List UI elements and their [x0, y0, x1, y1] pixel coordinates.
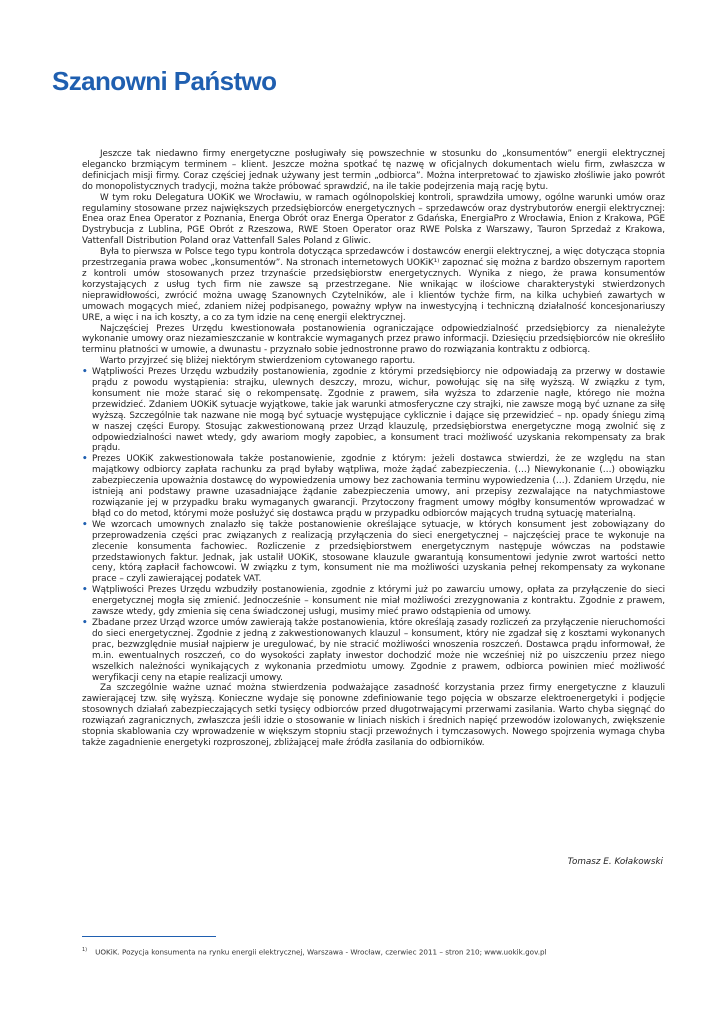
list-item [82, 520, 665, 585]
bullet-icon: • [82, 617, 88, 628]
closing-paragraph: Za szczególnie ważne uznać można stwierdzenia podważające zasadność korzystania przez firmy energetyczne z klauzuli zawierającej tzw. siłę wyższą. Konieczne wydaje się ponowne zdefiniowanie tego pojęcia w obszarze elektroenergetyki i podjęcie stosownych działań zabezpieczających setki tysięcy odbiorców przed długotrwającymi przerwami zasilania. Warto chyba sięgnąć do rozwiązań zagranicznych, zwłaszcza jeśli idzie o stosowanie w liniach niskich i średnich napięć przewodów izolowanych, zwiększenie stopnia skablowania czy wprowadzenie w większym stopniu stacji przewoźnych i tymczasowych. Nowego spojrzenia wymaga chyba także zagadnienie energetyki rozproszonej, zbliżającej małe źródła zasilania do odbiorników. [82, 683, 665, 748]
list-item [82, 618, 665, 683]
list-item-text: Wątpliwości Prezes Urzędu wzbudziły postanowienia, zgodnie z którymi przedsiębiorcy nie odpowiadają za przerwy w dostawie prądu z powodu wystąpienia: strajku, ulewnych deszczy, mrozu, wichur, powołując się na siłę wyższą. W związku z tym, konsument nie może starać się o rekompensatę. Zgodnie z prawem, siła wyższa to zdarzenie nagłe, którego nie można przewidzieć. Zdaniem UOKiK sytuacje wyjątkowe, takie jak warunki atmosferyczne czy strajki, nie zawsze mogą być uznane za siłę wyższą. Szczególnie tak nazwane nie mogą być sytuacje występujące cyklicznie i dające się przewidzieć – np. opady śniegu zimą w naszej części Europy. Stosując zakwestionowaną przez Urząd klauzulę, przedsiębiorstwa energetyczne mogą zwolnić się z odpowiedzialności nawet wtedy, gdy awariom mogły zapobiec, a konsument traci możliwość uzyskania rekompensaty za brak prądu. [92, 367, 665, 454]
findings-list [82, 367, 665, 683]
list-item [82, 585, 665, 618]
list-item [82, 367, 665, 454]
paragraph: Była to pierwsza w Polsce tego typu kontrola dotycząca sprzedawców i dostawców energii elektrycznej, a więc dotycząca stopnia przestrzegania prawa wobec „konsumentów”. Na stronach internetowych UOKiK¹⁾ zapoznać się można z bardzo obszernym raportem z kontroli umów stosowanych przez trzynaście przedsiębiorstw energetycznych. Wynika z niego, że prawa konsumentów korzystających z usług tych firm nie zawsze są przestrzegane. Nie wnikając w ilościowe charakterystyki stwierdzonych nieprawidłowości, zwrócić można uwagę Szanownych Czytelników, ale i klientów tychże firm, na kilka uchybień zawartych w umowach mogących mieć, zdaniem niżej podpisanego, poważny wpływ na inwestycyjną i techniczną działalność koncesjonariuszy URE, a więc i na ich koszty, a co za tym idzie na cenę energii elektrycznej. [82, 247, 665, 323]
bullet-icon: • [82, 585, 88, 596]
paragraph: Warto przyjrzeć się bliżej niektórym stwierdzeniom cytowanego raportu. [100, 356, 416, 367]
article-body [82, 149, 665, 749]
footnote [82, 947, 682, 956]
footnote-mark: 1) [82, 947, 88, 953]
author-signature: Tomasz E. Kołakowski [567, 857, 663, 867]
list-item-text: Prezes UOKiK zakwestionowała także postanowienie, zgodnie z którym: jeżeli dostawca stwierdzi, że ze względu na stan majątkowy odbiorcy zapłata rachunku za prąd byłaby wątpliwa, może żądać zabezpieczenia. (…) Niewykonanie (…) obowiązku zabezpieczenia upoważnia dostawcę do wypowiedzenia umowy bez zachowania terminu wypowiedzenia (…). Zdaniem Urzędu, nie istnieją ani podstawy prawne uzasadniające żądanie zabezpieczenia umowy, ani przepisy zezwalające na natychmiastowe rozwiązanie jej w przypadku braku wymaganych gwarancji. Przytoczony fragment umowy mógłby konsumentów wprowadzać w błąd co do metod, którymi może posłużyć się dostawca prądu w przypadku odbiorców mających trudną sytuację materialną. [92, 454, 665, 519]
bullet-icon: • [82, 367, 88, 378]
paragraph: W tym roku Delegatura UOKiK we Wrocławiu, w ramach ogólnopolskiej kontroli, sprawdziła umowy, ogólne warunki umów oraz regulaminy stosowane przez największych przedsiębiorców energetycznych – sprzedawców oraz dystrybutorów energii elektrycznej: Enea oraz Enea Operator z Poznania, Energa Obrót oraz Energa Operator z Gdańska, EnergiaPro z Wrocławia, Enion z Krakowa, PGE Dystrybucja z Lublina, PGE Obrót z Rzeszowa, RWE Stoen Operator oraz RWE Polska z Warszawy, Tauron Sprzedaż z Krakowa, Vattenfall Distribution Poland oraz Vattenfall Sales Poland z Gliwic. [82, 192, 665, 247]
list-item-text: Zbadane przez Urząd wzorce umów zawierają także postanowienia, które określają zasady rozliczeń za przyłączenie nieruchomości do sieci energetycznej. Zgodnie z jedną z zakwestionowanych klauzul – konsument, który nie zgadzał się z kosztami wykonanych prac, bezwzględnie musiał najpierw je uregulować, by nie stracić możliwości wnoszenia roszczeń. Dostawca prądu informował, że m.in. ewentualnych roszczeń, co do wysokości zapłaty inwestor dochodzić może nie wcześniej niż po uiszczeniu przez niego wszelkich należności wynikających z wykonania przedmiotu umowy. Zgodnie z prawem, odbiorca powinien mieć możliwość weryfikacji ceny na etapie realizacji umowy. [92, 617, 665, 683]
list-item [82, 454, 665, 519]
footnote-text: UOKiK. Pozycja konsumenta na rynku energii elektrycznej, Warszawa - Wrocław, czerwiec 2011 – stron 210; www.uokik.gov.pl [95, 947, 547, 957]
list-item-text: Wątpliwości Prezes Urzędu wzbudziły postanowienia, zgodnie z którymi już po zawarciu umowy, opłata za przyłączenie do sieci energetycznej mogła się zmienić. Jednocześnie – konsument nie miał możliwości zrezygnowania z kontraktu. Zgodnie z prawem, zawsze wtedy, gdy zmienia się cena świadczonej usługi, musimy mieć prawo odstąpienia od umowy. [92, 585, 665, 618]
footnote-divider [82, 936, 216, 937]
list-item-text: We wzorcach umownych znalazło się także postanowienie określające sytuacje, w których konsument jest zobowiązany do przeprowadzenia części prac związanych z realizacją przyłączenia do sieci energetycznej – najczęściej prace te wykonuje na zlecenie konsumenta fachowiec. Rozliczenie z przedsiębiorstwem energetycznym następuje wówczas na podstawie przedstawionych faktur. Jednak, jak ustalił UOKiK, stosowane klauzule gwarantują konsumentowi jedynie zwrot wartości netto ceny, którą zapłacił fachowcowi. W związku z tym, konsument nie ma możliwości uzyskania pełnej rekompensaty za wykonane prace – czyli zawierającej podatek VAT. [92, 519, 665, 585]
page-title: Szanowni Państwo [52, 66, 277, 96]
bullet-icon: • [82, 519, 88, 530]
paragraph: Jeszcze tak niedawno firmy energetyczne posługiwały się powszechnie w stosunku do „konsumentów” energii elektrycznej elegancko brzmiącym terminem – klient. Jeszcze można spotkać tę nazwę w oficjalnych dokumentach wielu firm, zwłaszcza w definicjach misji firmy. Coraz częściej jednak używany jest termin „odbiorca”. Można interpretować to zjawisko złośliwie jako powrót do monopolistycznych tradycji, można także próbować sprawdzić, na ile takie podejrzenia mają rację bytu. [82, 149, 665, 192]
bullet-icon: • [82, 454, 88, 465]
paragraph: Najczęściej Prezes Urzędu kwestionowała postanowienia ograniczające odpowiedzialność przedsiębiorcy za nienależyte wykonanie umowy oraz niezamieszczanie w kontrakcie wymaganych przez prawo informacji. Dziesięciu przedsiębiorców nie określiło terminu płatności w umowie, a dwunastu - przyznało sobie jednostronne prawo do rozwiązania kontraktu z odbiorcą. [82, 323, 665, 356]
